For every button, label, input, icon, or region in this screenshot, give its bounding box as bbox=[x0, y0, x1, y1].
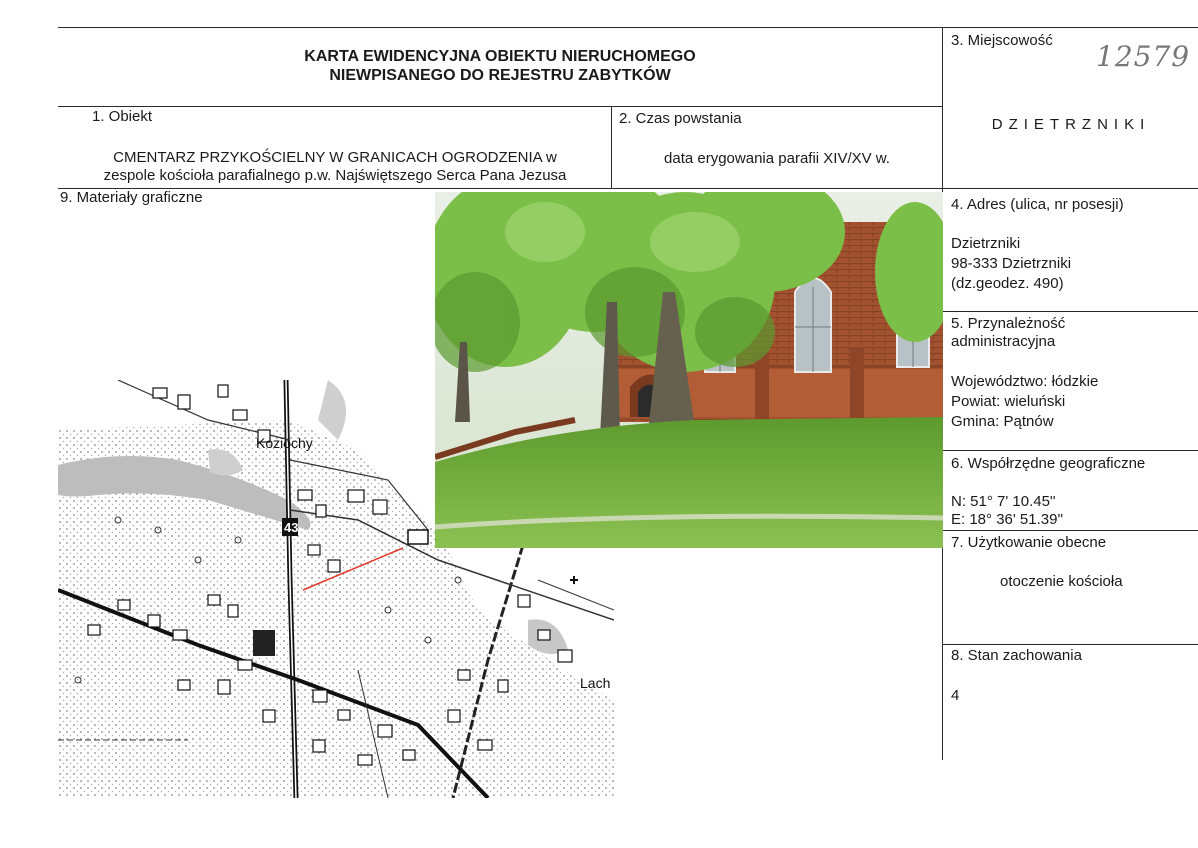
adres-line1: Dzietrzniki bbox=[951, 235, 1021, 252]
wojewodztwo-value: Województwo: łódzkie bbox=[951, 373, 1099, 390]
czas-label: 2. Czas powstania bbox=[619, 110, 742, 127]
map-village-label: Koziochy bbox=[256, 435, 313, 451]
map-lach-label: Lach bbox=[580, 675, 611, 691]
top-border bbox=[58, 27, 1198, 28]
row-divider-6 bbox=[942, 450, 1198, 451]
stan-label: 8. Stan zachowania bbox=[951, 647, 1082, 664]
row-divider-materialy bbox=[58, 188, 1198, 189]
czas-value: data erygowania parafii XIV/XV w. bbox=[664, 150, 890, 167]
wspolrzedne-label: 6. Współrzędne geograficzne bbox=[951, 455, 1146, 472]
church-photo-drawing bbox=[435, 192, 943, 548]
materialy-label: 9. Materiały graficzne bbox=[60, 189, 203, 206]
uzytkowanie-label: 7. Użytkowanie obecne bbox=[951, 534, 1107, 551]
uzytkowanie-value: otoczenie kościoła bbox=[1000, 573, 1123, 590]
gmina-value: Gmina: Pątnów bbox=[951, 413, 1054, 430]
miejscowosc-value: DZIETRZNIKI bbox=[991, 116, 1151, 133]
miejscowosc-label: 3. Miejscowość bbox=[951, 32, 1053, 49]
row-divider-5 bbox=[942, 311, 1198, 312]
stan-value: 4 bbox=[951, 687, 960, 704]
document-title-line2: NIEWPISANEGO DO REJESTRU ZABYTKÓW bbox=[329, 67, 671, 84]
adres-label: 4. Adres (ulica, nr posesji) bbox=[951, 196, 1124, 213]
obiekt-value-line2: zespole kościoła parafialnego p.w. Najświętszego Serca Pana Jezusa bbox=[103, 167, 567, 184]
obiekt-value-line1: CMENTARZ PRZYKOŚCIELNY W GRANICACH OGRODZENIA w bbox=[113, 149, 557, 166]
church-photo bbox=[435, 192, 943, 548]
coordinate-n: N: 51° 7' 10.45'' bbox=[951, 493, 1056, 510]
powiat-value: Powiat: wieluński bbox=[951, 393, 1066, 410]
map-road-number: 43 bbox=[284, 520, 299, 535]
registry-number-handwritten: 12579 bbox=[1096, 40, 1191, 73]
adres-line2: 98-333 Dzietrzniki bbox=[951, 255, 1072, 272]
col-divider-czas bbox=[611, 106, 612, 188]
row-divider-7 bbox=[942, 530, 1198, 531]
document-title-line1: KARTA EWIDENCYJNA OBIEKTU NIERUCHOMEGO bbox=[304, 48, 696, 65]
row-divider-8 bbox=[942, 644, 1198, 645]
row-divider-objects bbox=[58, 106, 942, 107]
adres-line3: (dz.geodez. 490) bbox=[951, 275, 1064, 292]
przynaleznosc-label-line1: 5. Przynależność bbox=[951, 315, 1066, 332]
obiekt-label: 1. Obiekt bbox=[92, 108, 153, 125]
coordinate-e: E: 18° 36' 51.39'' bbox=[951, 511, 1064, 528]
przynaleznosc-label-line2: administracyjna bbox=[951, 333, 1056, 350]
